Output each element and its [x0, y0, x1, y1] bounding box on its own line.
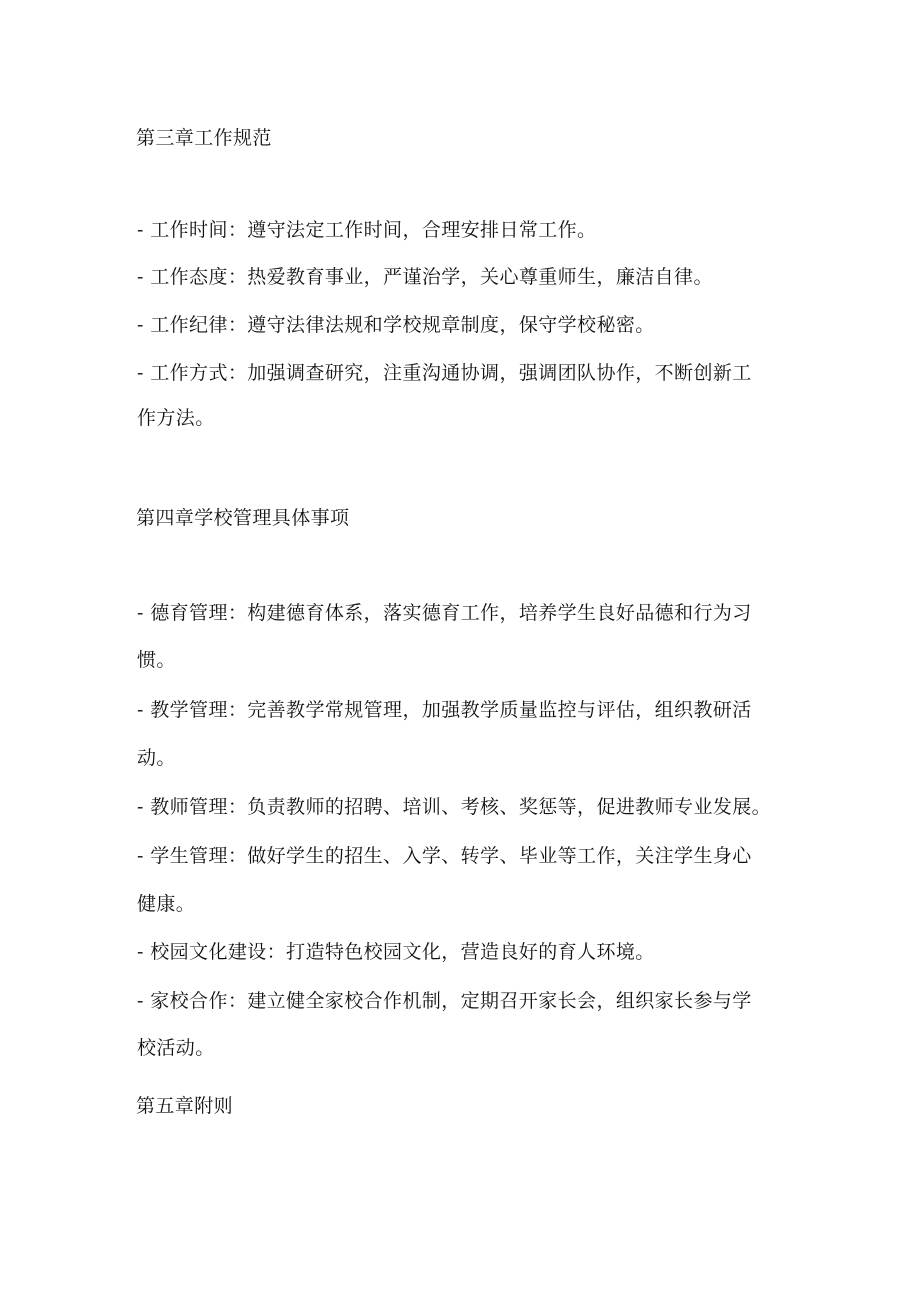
chapter-4-item-teaching-management-cont: 动。: [137, 747, 176, 769]
chapter-4-item-moral-education-cont: 惯。: [137, 649, 176, 671]
chapter-3-item-work-method-cont: 作方法。: [137, 407, 215, 429]
chapter-4-item-home-school-cooperation: - 家校合作：建立健全家校合作机制，定期召开家长会，组织家长参与学: [137, 990, 752, 1012]
chapter-3-item-work-discipline: - 工作纪律：遵守法律法规和学校规章制度，保守学校秘密。: [137, 314, 655, 336]
chapter-4-item-student-management-cont: 健康。: [137, 893, 196, 915]
chapter-3-title: 第三章工作规范: [136, 127, 272, 149]
chapter-4-item-home-school-cooperation-cont: 校活动。: [137, 1037, 215, 1059]
chapter-3-item-work-hours: - 工作时间：遵守法定工作时间，合理安排日常工作。: [137, 219, 597, 241]
chapter-3-item-work-attitude: - 工作态度：热爱教育事业，严谨治学，关心尊重师生，廉洁自律。: [137, 266, 713, 288]
chapter-4-item-teacher-management: - 教师管理：负责教师的招聘、培训、考核、奖惩等，促进教师专业发展。: [137, 796, 772, 818]
chapter-4-item-campus-culture: - 校园文化建设：打造特色校园文化，营造良好的育人环境。: [137, 941, 655, 963]
chapter-4-title: 第四章学校管理具体事项: [136, 507, 350, 529]
chapter-4-item-teaching-management: - 教学管理：完善教学常规管理，加强教学质量监控与评估，组织教研活: [137, 699, 752, 721]
chapter-4-item-moral-education: - 德育管理：构建德育体系，落实德育工作，培养学生良好品德和行为习: [137, 602, 752, 624]
chapter-5-title: 第五章附则: [136, 1095, 234, 1117]
chapter-3-item-work-method: - 工作方式：加强调查研究，注重沟通协调，强调团队协作，不断创新工: [137, 362, 752, 384]
chapter-4-item-student-management: - 学生管理：做好学生的招生、入学、转学、毕业等工作，关注学生身心: [137, 845, 752, 867]
